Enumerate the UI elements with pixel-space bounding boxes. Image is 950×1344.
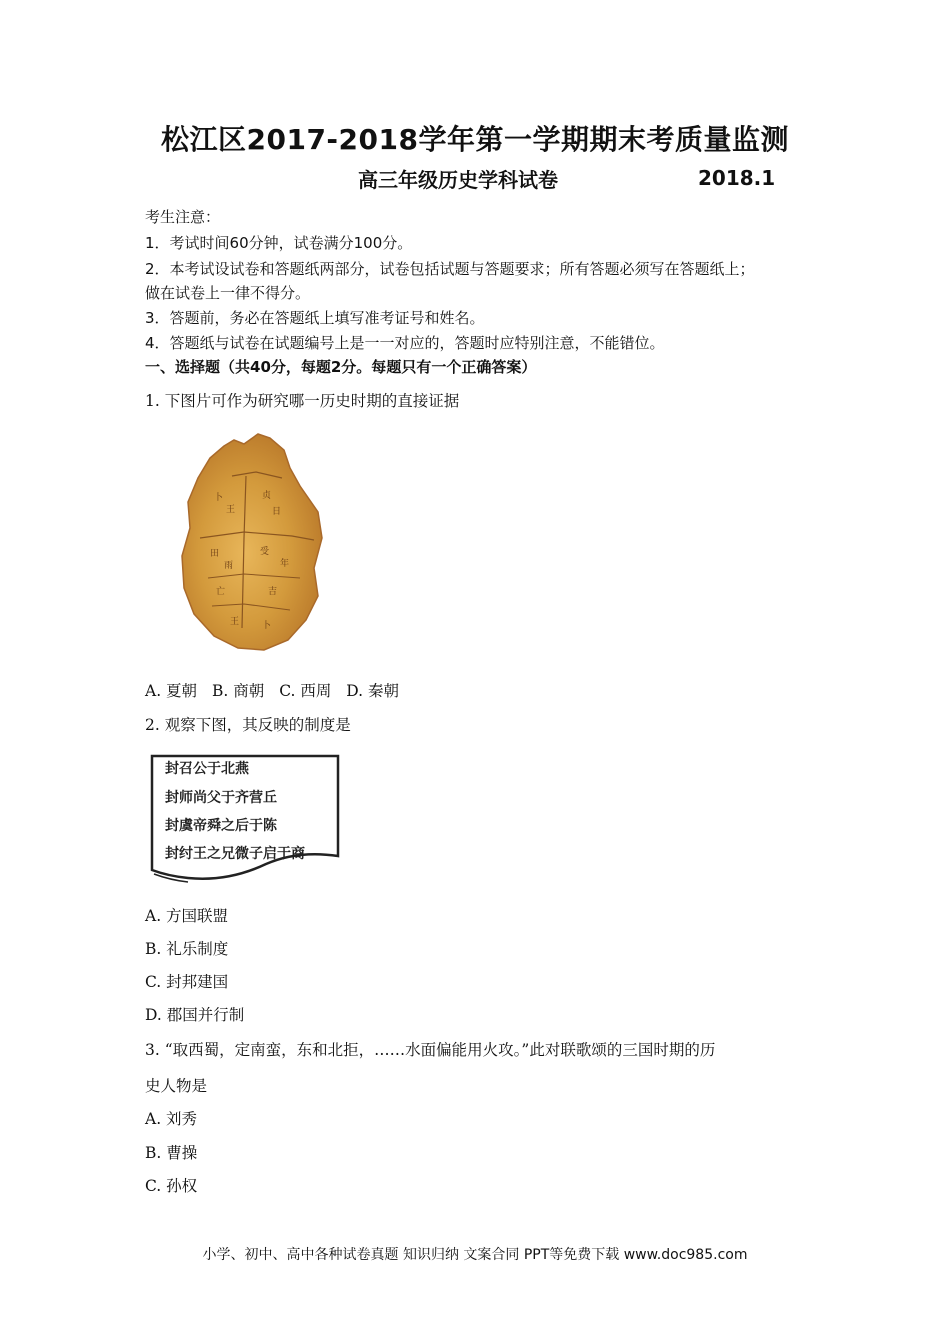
svg-text:卜: 卜: [262, 621, 272, 631]
svg-text:日: 日: [272, 507, 282, 517]
svg-text:雨: 雨: [224, 561, 234, 571]
edict-line: 封师尚父于齐营丘: [165, 790, 277, 806]
notice-item: 1．考试时间60分钟，试卷满分100分。: [145, 234, 413, 252]
option-b[interactable]: B. 商朝: [212, 682, 265, 700]
svg-text:王: 王: [226, 505, 236, 515]
option-d[interactable]: D. 郡国并行制: [145, 1006, 245, 1024]
question-3-stem: 3. “取西蜀，定南蛮，东和北拒，……水面偏能用火攻。”此对联歌颂的三国时期的历: [145, 1041, 716, 1059]
notice-heading: 考生注意：: [145, 208, 221, 226]
option-d[interactable]: D. 秦朝: [346, 682, 400, 700]
notice-item: 做在试卷上一律不得分。: [145, 284, 311, 302]
option-c[interactable]: C. 封邦建国: [145, 973, 229, 991]
question-3-stem-cont: 史人物是: [145, 1077, 208, 1095]
svg-text:卜: 卜: [214, 493, 224, 503]
section-heading: 一、选择题（共40分，每题2分。每题只有一个正确答案）: [145, 358, 537, 376]
edict-line: 封召公于北燕: [165, 761, 249, 777]
page-footer: 小学、初中、高中各种试卷真题 知识归纳 文案合同 PPT等免费下载 www.doc985.com: [202, 1247, 748, 1263]
notice-item: 3．答题前，务必在答题纸上填写准考证号和姓名。: [145, 309, 485, 327]
svg-text:吉: 吉: [268, 587, 278, 597]
notice-item: 2．本考试设试卷和答题纸两部分，试卷包括试题与答题要求；所有答题必须写在答题纸上；: [145, 260, 755, 278]
exam-date: 2018.1: [698, 166, 776, 190]
question-1-options: [145, 679, 409, 701]
question-1-stem: 1. 下图片可作为研究哪一历史时期的直接证据: [145, 392, 460, 410]
svg-text:贞: 贞: [262, 491, 272, 501]
option-a[interactable]: A. 方国联盟: [145, 907, 229, 925]
oracle-bone-image: [172, 428, 332, 653]
option-b[interactable]: B. 礼乐制度: [145, 940, 229, 958]
option-b[interactable]: B. 曹操: [145, 1144, 198, 1162]
notice-item: 4．答题纸与试卷在试题编号上是一一对应的，答题时应特别注意，不能错位。: [145, 334, 665, 352]
svg-text:亡: 亡: [216, 587, 226, 597]
option-a[interactable]: A. 夏朝: [145, 682, 198, 700]
edict-line: 封虞帝舜之后于陈: [165, 818, 277, 834]
exam-subtitle: 高三年级历史学科试卷: [358, 168, 558, 192]
svg-text:田: 田: [210, 549, 220, 559]
option-a[interactable]: A. 刘秀: [145, 1110, 198, 1128]
option-c[interactable]: C. 孙权: [145, 1177, 198, 1195]
svg-text:年: 年: [280, 559, 290, 569]
question-2-stem: 2. 观察下图，其反映的制度是: [145, 716, 351, 734]
edict-line: 封纣王之兄微子启于商: [165, 846, 305, 862]
option-c[interactable]: C. 西周: [279, 682, 332, 700]
exam-title: 松江区2017-2018学年第一学期期末考质量监测: [161, 123, 789, 156]
svg-text:王: 王: [230, 617, 240, 627]
svg-text:受: 受: [260, 547, 270, 557]
